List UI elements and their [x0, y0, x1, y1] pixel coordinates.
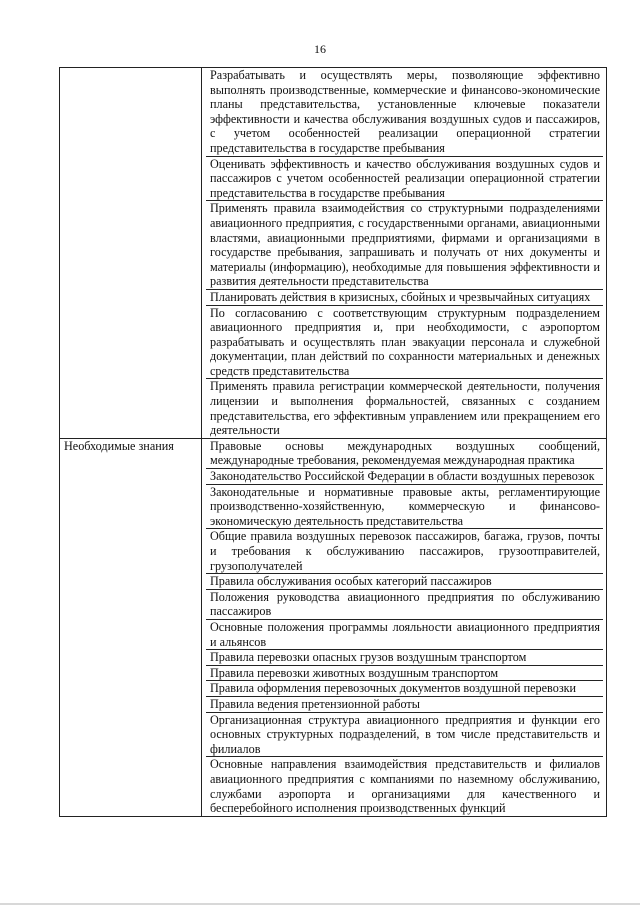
list-item: Правила перевозки животных воздушным транспортом	[206, 666, 603, 682]
list-item: Правовые основы международных воздушных сообщений, международные требования, рекомендуемая международная практика	[206, 439, 603, 469]
list-item: Правила оформления перевозочных документов воздушной перевозки	[206, 681, 603, 697]
list-item: Правила ведения претензионной работы	[206, 697, 603, 713]
list-item: Разрабатывать и осуществлять меры, позволяющие эффективно выполнять производственные, коммерческие и финансово-экономические планы представительства, установленные ключевые показатели эффективности и качества обслуживания воздушных судов и пассажиров, с учетом особенностей реализации операционной стратегии представительства в государстве пребывания	[206, 68, 603, 157]
list-item: Применять правила взаимодействия со структурными подразделениями авиационного предприятия, с государственными органами, авиационными властями, авиационными предприятиями, фирмами и организациями в государстве пребывания, запрашивать и получать от них документы и материалы (информацию), необходимые для повышения эффективности и развития деятельности представительства	[206, 201, 603, 290]
list-item: Правила обслуживания особых категорий пассажиров	[206, 574, 603, 590]
table-row-knowledge	[60, 438, 607, 816]
list-item: По согласованию с соответствующим структурным подразделением авиационного предприятия и, при необходимости, с аэропортом разрабатывать и осуществлять план эвакуации персонала и служебной документации, план действий по сохранности материальных и денежных средств представительства	[206, 306, 603, 380]
list-item: Применять правила регистрации коммерческой деятельности, получения лицензии и выполнения формальностей, связанных с созданием представительства, его эффективным управлением или прекращением его деятельности	[210, 379, 600, 438]
list-item: Законодательные и нормативные правовые акты, регламентирующие производственно-хозяйственную, коммерческую и финансово-экономическую деятельность представительства	[206, 485, 603, 530]
list-item: Основные направления взаимодействия представительств и филиалов авиационного предприятия с компаниями по наземному обслуживанию, службами аэропорта и организациями для качественного и бесперебойного исполнения производственных функций	[210, 757, 600, 816]
list-item: Планировать действия в кризисных, сбойных и чрезвычайных ситуациях	[206, 290, 603, 306]
table-row-skills	[60, 68, 607, 439]
page-number: 16	[314, 42, 326, 56]
row-content	[202, 438, 607, 816]
list-item: Законодательство Российской Федерации в области воздушных перевозок	[206, 469, 603, 485]
list-item: Положения руководства авиационного предприятия по обслуживанию пассажиров	[206, 590, 603, 620]
row-content	[202, 68, 607, 439]
list-item: Общие правила воздушных перевозок пассажиров, багажа, грузов, почты и требования к обслуживанию пассажиров, грузоотправителей, грузополучателей	[206, 529, 603, 574]
row-label	[60, 68, 202, 439]
competency-table	[59, 67, 607, 817]
list-item: Правила перевозки опасных грузов воздушным транспортом	[206, 650, 603, 666]
list-item: Организационная структура авиационного предприятия и функции его основных структурных подразделений, в том числе представительств и филиалов	[206, 713, 603, 758]
list-item: Основные положения программы лояльности авиационного предприятия и альянсов	[206, 620, 603, 650]
list-item: Оценивать эффективность и качество обслуживания воздушных судов и пассажиров с учетом особенностей реализации операционной стратегии представительства в государстве пребывания	[206, 157, 603, 202]
row-label: Необходимые знания	[60, 438, 202, 816]
